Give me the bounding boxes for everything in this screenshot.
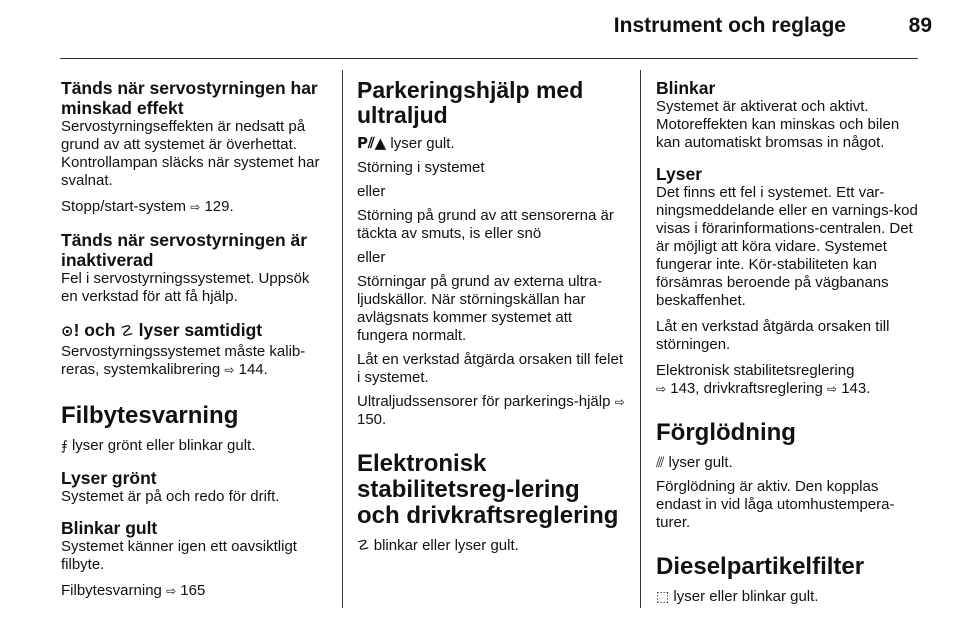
icon-description: lyser gult.	[668, 454, 733, 471]
section-title: Dieselpartikelfilter	[656, 553, 865, 580]
paragraph: Systemet känner igen ett oavsiktligt filbyte.	[61, 538, 297, 573]
paragraph-ref	[61, 343, 329, 379]
paragraph-icon	[357, 537, 625, 555]
page-reference-arrow-icon: ⇨	[826, 382, 838, 396]
subheading: Blinkar	[656, 78, 716, 98]
ref-page: 165	[180, 582, 206, 599]
steering-warning-icon: ⊙	[61, 322, 74, 340]
page-reference-arrow-icon: ⇨	[656, 382, 667, 396]
subheading: Lyser grönt	[61, 468, 157, 488]
lane-departure-icon: ⨎	[61, 439, 68, 454]
page-reference-arrow-icon: ⇨	[190, 200, 201, 214]
parking-assist-icon: P⫽▲	[357, 134, 387, 152]
paragraph: Störningar på grund av externa ultra-ljudskällor. När störningskällan har avlägsnats kommer systemet att fungera normalt.	[357, 273, 603, 344]
paragraph-icon	[656, 588, 924, 606]
paragraph: Låt en verkstad åtgärda orsaken till felet i systemet.	[357, 351, 623, 386]
paragraph: Servostyrningseffekten är nedsatt på grund av att systemet är överhettat. Kontrollampan släcks när systemet har svalnat.	[61, 118, 320, 189]
esc-skid-icon: ☡	[357, 538, 370, 554]
column-1	[61, 78, 329, 608]
subheading: Blinkar gult	[61, 518, 158, 538]
paragraph-icon	[656, 454, 924, 472]
ref-text: Ultraljudssensorer för parkerings-hjälp	[357, 393, 611, 410]
ref-page: 144.	[238, 361, 268, 378]
esc-skid-icon: ☡	[120, 322, 134, 340]
icon-description: lyser grönt eller blinkar gult.	[71, 437, 256, 454]
glow-plug-icon: ⫻	[656, 455, 665, 471]
paragraph: Systemet är aktiverat och aktivt. Motoreffekten kan minskas och bilen kan automatiskt bromsas in något.	[656, 98, 900, 151]
paragraph: Störning i systemet	[357, 159, 485, 176]
ref-text: 143, drivkraftsreglering	[670, 380, 823, 397]
icon-description: lyser gult.	[390, 135, 455, 152]
paragraph: Systemet är på och redo för drift.	[61, 488, 280, 505]
ref-page: 150.	[357, 411, 387, 428]
paragraph: eller	[357, 249, 386, 266]
diesel-particle-filter-icon: ⬚	[656, 589, 670, 605]
page-reference-arrow-icon: ⇨	[614, 395, 625, 409]
ref-text: Elektronisk stabilitetsreglering	[656, 362, 855, 379]
section-title: Filbytesvarning	[61, 402, 239, 429]
subheading-part: ! och	[73, 320, 116, 340]
ref-page: 129.	[204, 198, 234, 215]
section-title: Elektronisk stabilitetsreg-lering och drivkraftsreglering	[357, 450, 619, 529]
ref-text: Stopp/start-system	[61, 198, 187, 215]
paragraph-ref	[656, 362, 924, 398]
icon-description: lyser eller blinkar gult.	[673, 588, 819, 605]
section-title: Parkeringshjälp med ultraljud	[357, 77, 584, 128]
page-reference-arrow-icon: ⇨	[224, 363, 235, 377]
paragraph: eller	[357, 183, 386, 200]
column-2	[357, 78, 625, 563]
header-title: Instrument och reglage	[613, 14, 846, 37]
paragraph: Störning på grund av att sensorerna är täckta av smuts, is eller snö	[357, 207, 614, 242]
subheading: Lyser	[656, 164, 703, 184]
subheading-icons	[61, 320, 329, 341]
ref-page: 143.	[841, 380, 871, 397]
column-divider-1	[342, 70, 343, 608]
subheading-part: lyser samtidigt	[138, 320, 263, 340]
section-title: Förglödning	[656, 419, 796, 446]
paragraph: Fel i servostyrningssystemet. Uppsök en verkstad för att få hjälp.	[61, 270, 310, 305]
ref-text: Servostyrningssystemet måste kalib-reras, systemkalibrering	[61, 343, 306, 378]
paragraph: Låt en verkstad åtgärda orsaken till störningen.	[656, 318, 890, 353]
paragraph: Förglödning är aktiv. Den kopplas endast in vid låga utomhustempera-turer.	[656, 478, 895, 531]
page-number: 89	[908, 14, 932, 37]
paragraph-icon	[357, 134, 625, 153]
page-reference-arrow-icon: ⇨	[166, 584, 177, 598]
paragraph-ref	[357, 393, 625, 429]
header-rule	[60, 58, 918, 59]
paragraph: Det finns ett fel i systemet. Ett var-ningsmeddelande eller en varnings-kod visas i förarinformations-centralen. Det är möjligt att köra vidare. Systemet fungerar inte. Kör-stabiliteten kan försämras beroende på vägbanans beskaffenhet.	[656, 184, 918, 309]
paragraph-ref	[61, 198, 329, 216]
icon-description: blinkar eller lyser gult.	[373, 537, 519, 554]
ref-text: Filbytesvarning	[61, 582, 162, 599]
subheading: Tänds när servostyrningen har minskad effekt	[61, 78, 318, 118]
column-divider-2	[640, 70, 641, 608]
paragraph-ref	[61, 582, 329, 600]
paragraph-icon	[61, 437, 329, 456]
column-3	[656, 78, 924, 614]
subheading: Tänds när servostyrningen är inaktiverad	[61, 230, 308, 270]
